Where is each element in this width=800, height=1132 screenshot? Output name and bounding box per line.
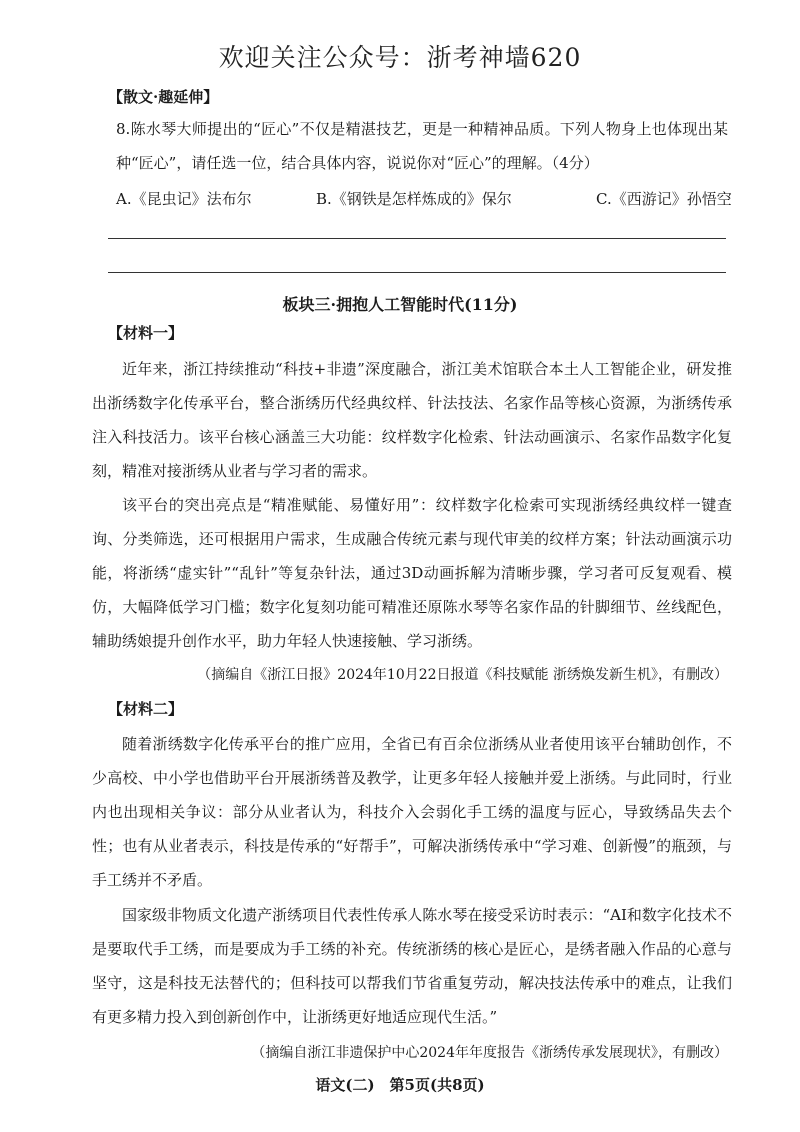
material-one-paragraph: 该平台的突出亮点是“精准赋能、易懂好用”：纹样数字化检索可实现浙绣经典纹样一键查询、分类筛选，还可根据用户需求，生成融合传统元素与现代审美的纹样方案；针法动画演示功能，将浙绣“虚实针”“乱针”等复杂针法，通过3D动画拆解为清晰步骤，学习者可反复观看、模仿，大幅降低学习门槛；数字化复刻功能可精准还原陈水琴等名家作品的针脚细节、丝线配色，辅助绣娘提升创作水平，助力年轻人快速接触、学习浙绣。 bbox=[92, 496, 732, 650]
answer-line[interactable] bbox=[108, 238, 726, 239]
option-c: C.《西游记》孙悟空 bbox=[596, 190, 732, 208]
page-footer: 语文(二) 第5页(共8页) bbox=[315, 1076, 485, 1094]
answer-line[interactable] bbox=[108, 272, 726, 273]
question-8: 8.陈水琴大师提出的“匠心”不仅是精湛技艺，更是一种精神品质。下列人物身上也体现出某种“匠心”，请任选一位，结合具体内容，说说你对“匠心”的理解。（4分） bbox=[116, 120, 728, 172]
prose-section-tag: 【散文·趣延伸】 bbox=[108, 88, 219, 106]
material-two-tag: 【材料二】 bbox=[108, 700, 184, 718]
option-a: A.《昆虫记》法布尔 bbox=[116, 190, 252, 208]
material-one-tag: 【材料一】 bbox=[108, 324, 184, 342]
material-one-source: （摘编自《浙江日报》2024年10月22日报道《科技赋能 浙绣焕发新生机》，有删改） bbox=[197, 667, 728, 683]
option-b: B.《钢铁是怎样炼成的》保尔 bbox=[316, 190, 512, 208]
material-one-paragraph: 近年来，浙江持续推动“科技+非遗”深度融合，浙江美术馆联合本土人工智能企业，研发推出浙绣数字化传承平台，整合浙绣历代经典纹样、针法技法、名家作品等核心资源，为浙绣传承注入科技活力。该平台核心涵盖三大功能：纹样数字化检索、针法动画演示、名家作品数字化复刻，精准对接浙绣从业者与学习者的需求。 bbox=[92, 360, 732, 480]
material-two-paragraph: 随着浙绣数字化传承平台的推广应用，全省已有百余位浙绣从业者使用该平台辅助创作，不少高校、中小学也借助平台开展浙绣普及教学，让更多年轻人接触并爱上浙绣。与此同时，行业内也出现相关争议：部分从业者认为，科技介入会弱化手工绣的温度与匠心，导致绣品失去个性；也有从业者表示，科技是传承的“好帮手”，可解决浙绣传承中“学习难、创新慢”的瓶颈，与手工绣并不矛盾。 bbox=[92, 735, 732, 889]
block-three-title: 板块三·拥抱人工智能时代(11分) bbox=[282, 295, 518, 314]
watermark-header: 欢迎关注公众号：浙考神墙620 bbox=[218, 43, 582, 72]
question-options bbox=[116, 188, 732, 210]
material-two-paragraph: 国家级非物质文化遗产浙绣项目代表性传承人陈水琴在接受采访时表示：“AI和数字化技术不是要取代手工绣，而是要成为手工绣的补充。传统浙绣的核心是匠心，是绣者融入作品的心意与坚守，这是科技无法替代的；但科技可以帮我们节省重复劳动，解决技法传承中的难点，让我们有更多精力投入到创新创作中，让浙绣更好地适应现代生活。” bbox=[92, 906, 732, 1026]
material-two-source: （摘编自浙江非遗保护中心2024年年度报告《浙绣传承发展现状》，有删改） bbox=[251, 1045, 728, 1061]
